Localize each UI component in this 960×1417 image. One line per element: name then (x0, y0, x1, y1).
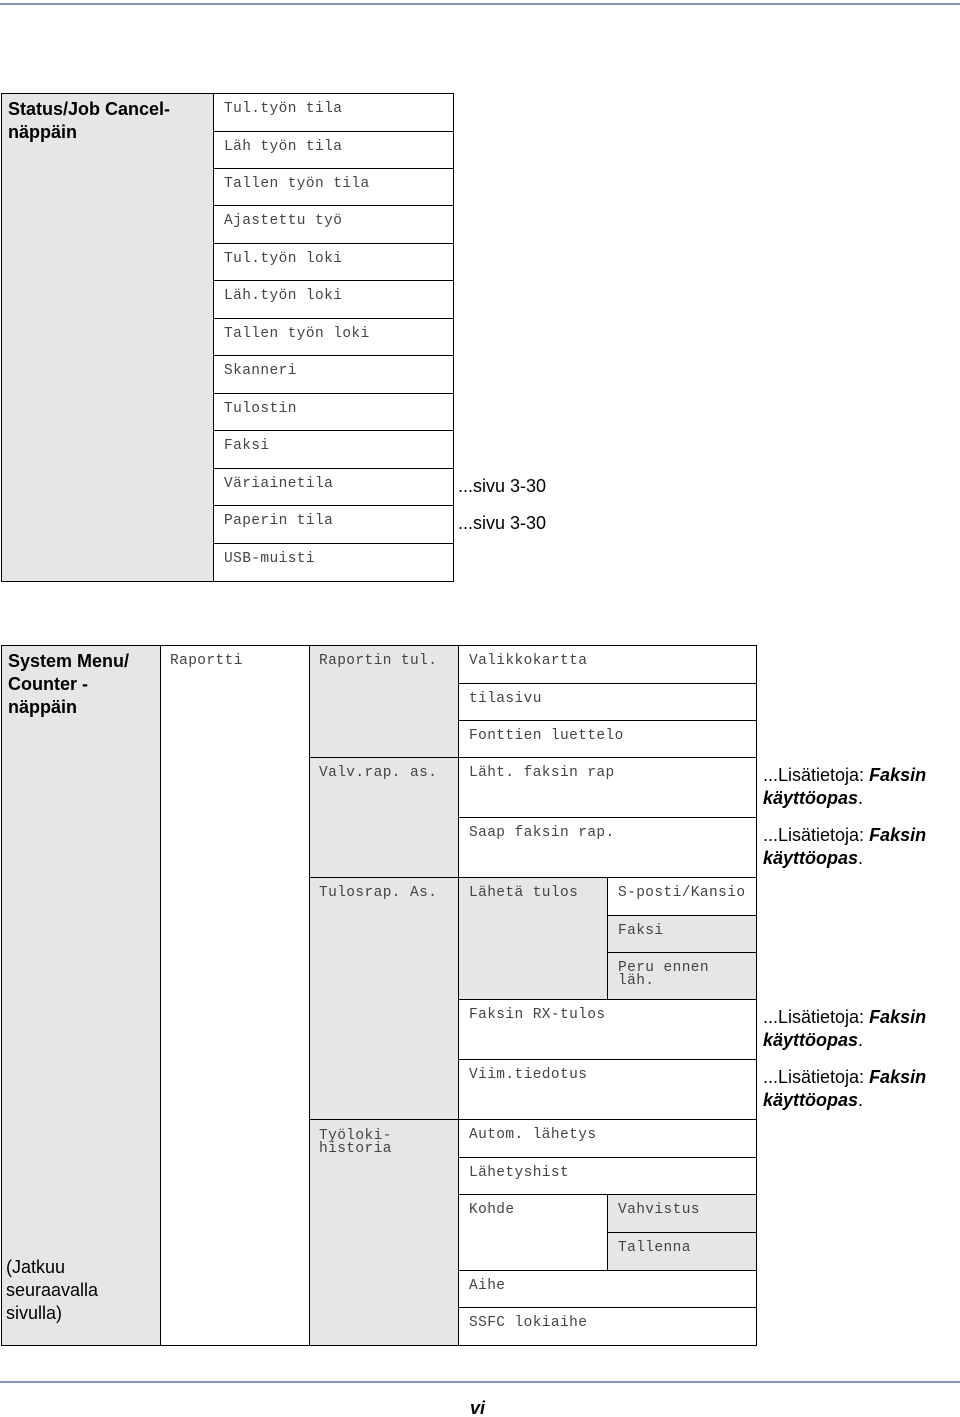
subject-item: Aihe (458, 1270, 757, 1308)
email-folder-item: S-posti/Kansio (607, 877, 757, 916)
auto-send-item: Autom. lähetys (458, 1119, 757, 1158)
cancel-send-item: Peru ennen läh. (607, 952, 757, 1000)
status-item: Paperin tila (213, 505, 454, 544)
page-number: vi (470, 1398, 486, 1417)
status-item: Skanneri (213, 355, 454, 394)
status-key-label: Status/Job Cancel-näppäin (8, 99, 171, 142)
job-history-cell (309, 1119, 460, 1346)
paper-page-ref: ...sivu 3-30 (458, 513, 547, 533)
status-item: Tallen työn loki (213, 318, 454, 356)
status-item: Läh.työn loki (213, 280, 454, 319)
send-result-label: Lähetä tulos (469, 885, 579, 901)
send-result-cell (458, 877, 609, 1000)
status-item: Tulostin (213, 393, 454, 431)
report-print-label: Raportin tul. (319, 653, 438, 669)
outgoing-fax-item: Läht. faksin rap (458, 757, 757, 818)
incoming-fax-item: Saap faksin rap. (458, 817, 757, 878)
confirm-item: Vahvistus (607, 1194, 757, 1233)
send-history-item: Lähetyshist (458, 1157, 757, 1195)
status-page-item: tilasivu (458, 683, 757, 721)
fax-guide-ref: ...Lisätietoja: Faksin käyttöopas. (763, 1007, 927, 1050)
status-item: Tul.työn loki (213, 243, 454, 281)
system-key-label: System Menu/ Counter - näppäin (8, 651, 130, 717)
status-item: Ajastettu työ (213, 205, 454, 244)
status-item: Tul.työn tila (213, 93, 454, 132)
font-list-item: Fonttien luettelo (458, 720, 757, 758)
report-print-cell (309, 645, 460, 758)
job-history-label: Työloki-historia (319, 1128, 392, 1157)
report-column (160, 645, 311, 1346)
destination-cell (458, 1194, 609, 1271)
fax-guide-ref: ...Lisätietoja: Faksin käyttöopas. (763, 1067, 927, 1110)
result-report-label: Tulosrap. As. (319, 885, 438, 901)
fax-guide-ref: ...Lisätietoja: Faksin käyttöopas. (763, 765, 927, 808)
colorant-page-ref: ...sivu 3-30 (458, 476, 547, 496)
status-key-cell (1, 93, 215, 582)
system-key-cell (1, 645, 162, 1346)
menu-map-item: Valikkokartta (458, 645, 757, 684)
admin-report-cell (309, 757, 460, 878)
report-label: Raportti (170, 653, 243, 669)
notice-item: Viim.tiedotus (458, 1059, 757, 1120)
ssfc-item: SSFC lokiaihe (458, 1307, 757, 1346)
status-item: Läh työn tila (213, 131, 454, 169)
bottom-rule (0, 1381, 960, 1383)
destination-label: Kohde (469, 1202, 515, 1218)
status-item: Tallen työn tila (213, 168, 454, 206)
status-item: USB-muisti (213, 543, 454, 582)
admin-report-label: Valv.rap. as. (319, 765, 438, 781)
fax-rx-result-item: Faksin RX-tulos (458, 999, 757, 1060)
fax-guide-ref: ...Lisätietoja: Faksin käyttöopas. (763, 825, 927, 868)
result-report-cell (309, 877, 460, 1120)
fax-item: Faksi (607, 915, 757, 953)
status-item: Faksi (213, 430, 454, 469)
top-rule (0, 3, 960, 5)
status-item: Väriainetila (213, 468, 454, 506)
store-item: Tallenna (607, 1232, 757, 1271)
continued-note: (Jatkuu seuraavalla sivulla) (6, 1257, 99, 1323)
